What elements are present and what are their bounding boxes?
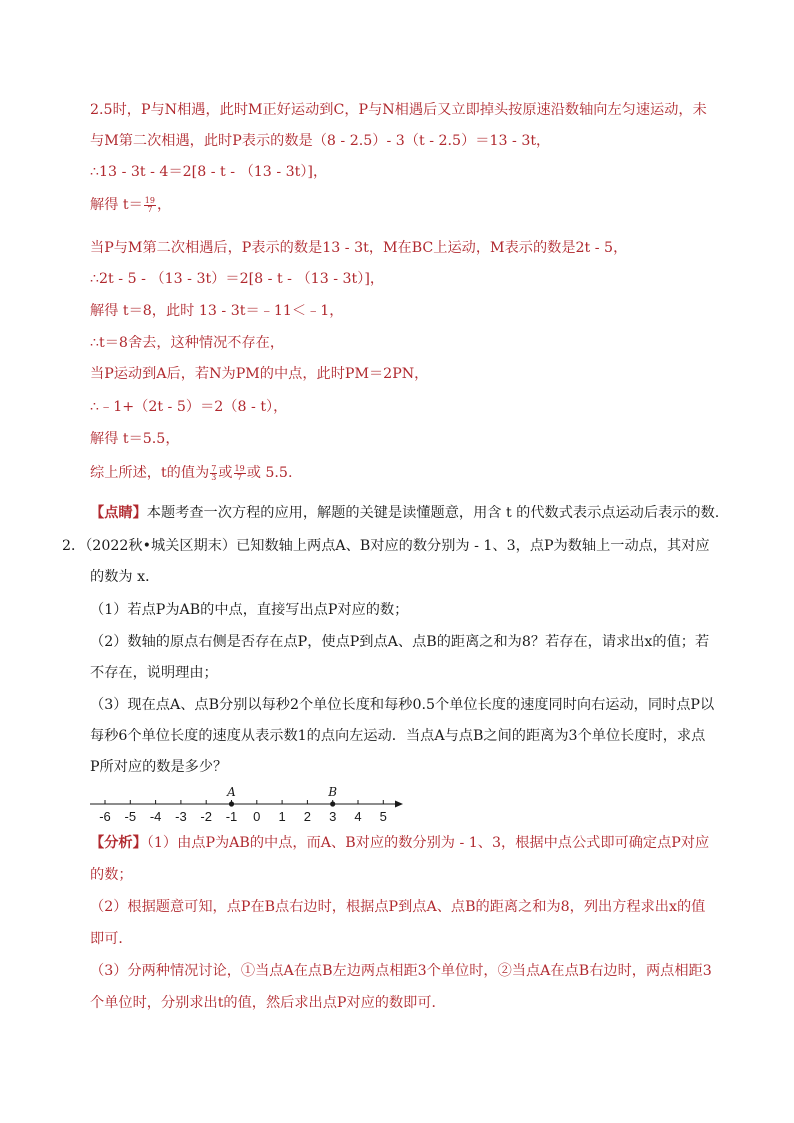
solution-line-6: ∴2t - 5 - （13 - 3t）＝2[8 - t - （13 - 3t）]， (90, 271, 385, 287)
question-3-line-3: P所对应的数是多少？ (90, 759, 228, 775)
number-line-figure (85, 786, 415, 826)
solution-line-8: ∴t＝8舍去，这种情况不存在， (90, 335, 285, 351)
number-line-tick-label: -5 (124, 809, 137, 824)
solution-line-9: 当P运动到A后，若N为PM的中点，此时PM＝2PN， (90, 366, 429, 382)
question-3-line-2: 每秒6个单位长度的速度从表示数1的点向左运动．当点A与点B之间的距离为3个单位长度时，求点 (90, 728, 706, 744)
solution-line-11: 解得 t＝5.5， (90, 431, 180, 447)
number-line-tick-label: -4 (149, 809, 162, 824)
analysis-line-4: 即可． (90, 931, 133, 947)
question-2-line-1: （2）数轴的原点右侧是否存在点P，使点P到点A、点B的距离之和为8？若存在，请求出x的值；若 (90, 634, 710, 650)
number-line-tick-label: 2 (303, 809, 312, 824)
solution-line-3: ∴13 - 3t - 4＝2[8 - t - （13 - 3t）]， (90, 164, 328, 180)
summary-or: 或 (218, 465, 233, 481)
solution-line-5: 当P与M第二次相遇后，P表示的数是13 - 3t，M在BC上运动，M表示的数是2t - 5， (90, 240, 628, 256)
number-line-tick-label: -2 (200, 809, 212, 824)
solution-line-4: 解得 t＝ $\frac{19}{7}$ ， (90, 195, 172, 214)
analysis-line-6: 个单位时，分别求出t的值，然后求出点P对应的数即可． (90, 995, 446, 1011)
question-3-line-1: （3）现在点A、点B分别以每秒2个单位长度和每秒0.5个单位长度的速度同时向右运动，同时点P以 (90, 697, 715, 713)
number-line-tick-label: 0 (253, 809, 261, 824)
solution-line-1: 2.5时，P与N相遇，此时M正好运动到C，P与N相遇后又立即掉头按原速沿数轴向左匀速运动，未 (90, 102, 707, 118)
point-a-dot (229, 801, 234, 806)
analysis-line-5 (90, 962, 712, 980)
number-line-tick-label: -3 (175, 809, 187, 824)
analysis-line-3: （2）根据题意可知，点P在B点右边时，根据点P到点A、点B的距离之和为8，列出方程求出x的值 (90, 899, 706, 915)
solution-line-10: ∴﹣1+（2t - 5）＝2（8 - t）， (90, 399, 288, 415)
solution-line-7: 解得 t＝8，此时 13 - 3t＝﹣11＜﹣1， (90, 303, 344, 319)
analysis-line-1 (90, 834, 709, 852)
problem-stem-2: 的数为 x． (90, 569, 160, 585)
summary-text: 综上所述，t的值为 (90, 465, 210, 481)
number-line-arrow (395, 801, 403, 808)
dianjing-line (90, 504, 719, 522)
solution-line-4-text: 解得 t＝ (90, 197, 143, 213)
point-b-label: B (328, 786, 338, 799)
fraction-7-3: $\frac{7}{3}$ (211, 463, 217, 482)
analysis-text-5b: ①当点A在点B左边两点相距3个单位时，②当点A在点B右边时， (240, 963, 646, 979)
fraction-19-7-b: $\frac{19}{7}$ (234, 463, 245, 482)
problem-number: 2． (62, 538, 86, 554)
number-line-tick-label: -6 (99, 809, 111, 824)
analysis-text-5a: （3）分两种情况讨论， (90, 963, 241, 979)
dianjing-label: 【点睛】 (90, 505, 147, 521)
analysis-text-5c: 两点相距3 (645, 963, 712, 979)
number-line-tick-label: 5 (379, 809, 387, 824)
dianjing-text: 本题考查一次方程的应用，解题的关键是读懂题意，用含 t 的代数式表示点运动后表示的数. (146, 505, 720, 521)
point-b-dot (330, 801, 335, 806)
analysis-label: 【分析】 (90, 835, 147, 851)
solution-line-2: 与M第二次相遇，此时P表示的数是（8 - 2.5）- 3（t - 2.5）＝13 - 3t， (90, 133, 551, 149)
analysis-line-2: 的数； (90, 867, 133, 883)
number-line-tick-label: 1 (278, 809, 286, 824)
point-a-label: A (227, 786, 236, 799)
number-line-tick-label: -1 (225, 809, 238, 824)
question-2-line-2: 不存在，说明理由； (90, 665, 218, 681)
question-1: （1）若点P为AB的中点，直接写出点P对应的数； (90, 602, 409, 618)
problem-2-line-1 (62, 537, 710, 555)
solution-line-12 (90, 464, 292, 482)
problem-stem-1: （2022秋•城关区期末）已知数轴上两点A、B对应的数分别为 - 1、3，点P为数轴上一动点，其对应 (85, 538, 710, 554)
number-line-tick-label: 4 (354, 809, 362, 824)
number-line-tick-label: 3 (329, 809, 337, 824)
analysis-text-1: （1）由点P为AB的中点，而A、B对应的数分别为 - 1、3，根据中点公式即可确定点P对应 (146, 835, 710, 851)
summary-tail: 或 5.5. (246, 465, 293, 481)
fraction-19-7: $\frac{19}{7}$ (144, 195, 155, 214)
